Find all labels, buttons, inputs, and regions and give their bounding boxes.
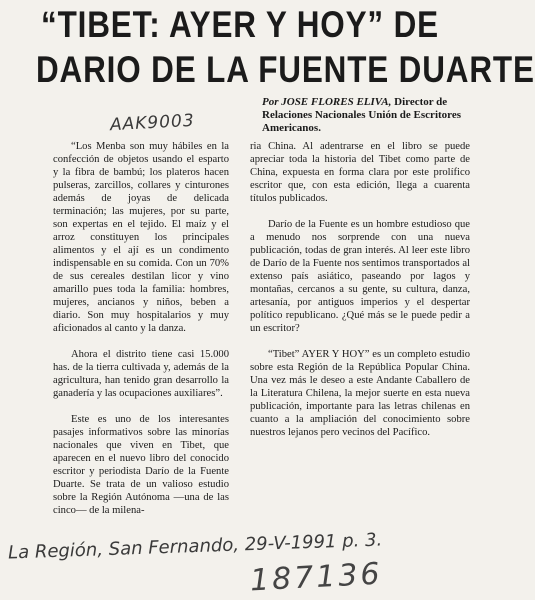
byline [262,96,472,135]
paragraph: “Tibet” AYER Y HOY” es un completo estudio sobre esta Región de la República Popular China. Una vez más le deseo a este Andante Caballero de la Literatura Chilena, la mejor suerte en esta nueva publicación, importante para las letras chilenas en cuanto a la ampliación del conocimiento sobre nuestros lejanos pero vecinos del Pacífico. [250,349,470,438]
left-column [53,140,229,530]
handwritten-source-note: La Región, San Fernando, 29-V-1991 p. 3. [7,529,383,564]
headline-line-1: “TIBET: AYER Y HOY” DE [41,4,439,45]
paragraph: Ahora el distrito tiene casi 15.000 has. de la tierra cultivada y, además de la agricultura, han tenido gran desarrollo la ganadería y las ocupaciones auxiliares”. [53,349,229,399]
byline-author: Por JOSE FLORES ELIVA, [262,96,392,108]
paragraph: Este es uno de los interesantes pasajes informativos sobre las minorías nacionales que viven en Tibet, que aparecen en el nuevo libro del conocido escritor y periodista Darío de la Fuente Duarte. Se trata de un valioso estudio sobre la Región Autónoma —una de las cinco— de la milena- [53,414,229,516]
paragraph: “Los Menba son muy hábiles en la confección de objetos usando el esparto y la fibra de bambú; los plateros hacen pulseras, zarcillos, collares y cinturones además de joyas de delicada terminación; las mujeres, por su parte, son expertas en el tejido. El maíz y el arroz constituyen los principales alimentos y el ají es un condimento indispensable en su comida. Con un 70% de sus cereales destilan licor y vino amarillo pues toda la familia: hombres, mujeres, ancianos y niños, beben a diario. Son muy hospitalarios y muy aficionados al canto y la danza. [53,141,229,334]
handwritten-catalog-code: AAK9003 [109,110,196,136]
paragraph: Darío de la Fuente es un hombre estudioso que a menudo nos sorprende con una nueva publicación, todas de gran interés. Al leer este libro de Darío de la Fuente nos sentimos transportados al extenso país asiático, paseando por lagos y montañas, cercanos a su gente, su cultura, danza, artesanía, por antiguos imperios y el despertar político republicano. ¿Qué más se le puede pedir a un escritor? [250,219,470,334]
headline-line-2: DARIO DE LA FUENTE DUARTE [36,49,535,90]
byline-role: Director de Relaciones Nacionales Unión de Escritores Americanos. [262,96,462,134]
handwritten-record-number: 187136 [249,556,384,599]
right-column [250,140,470,452]
paragraph: ria China. Al adentrarse en el libro se puede apreciar toda la historia del Tibet como parte de China, expuesta en forma clara por este prolífico escritor que, con esta edición, llega a cuarenta títulos publicados. [250,141,470,204]
article-headline [36,2,535,92]
